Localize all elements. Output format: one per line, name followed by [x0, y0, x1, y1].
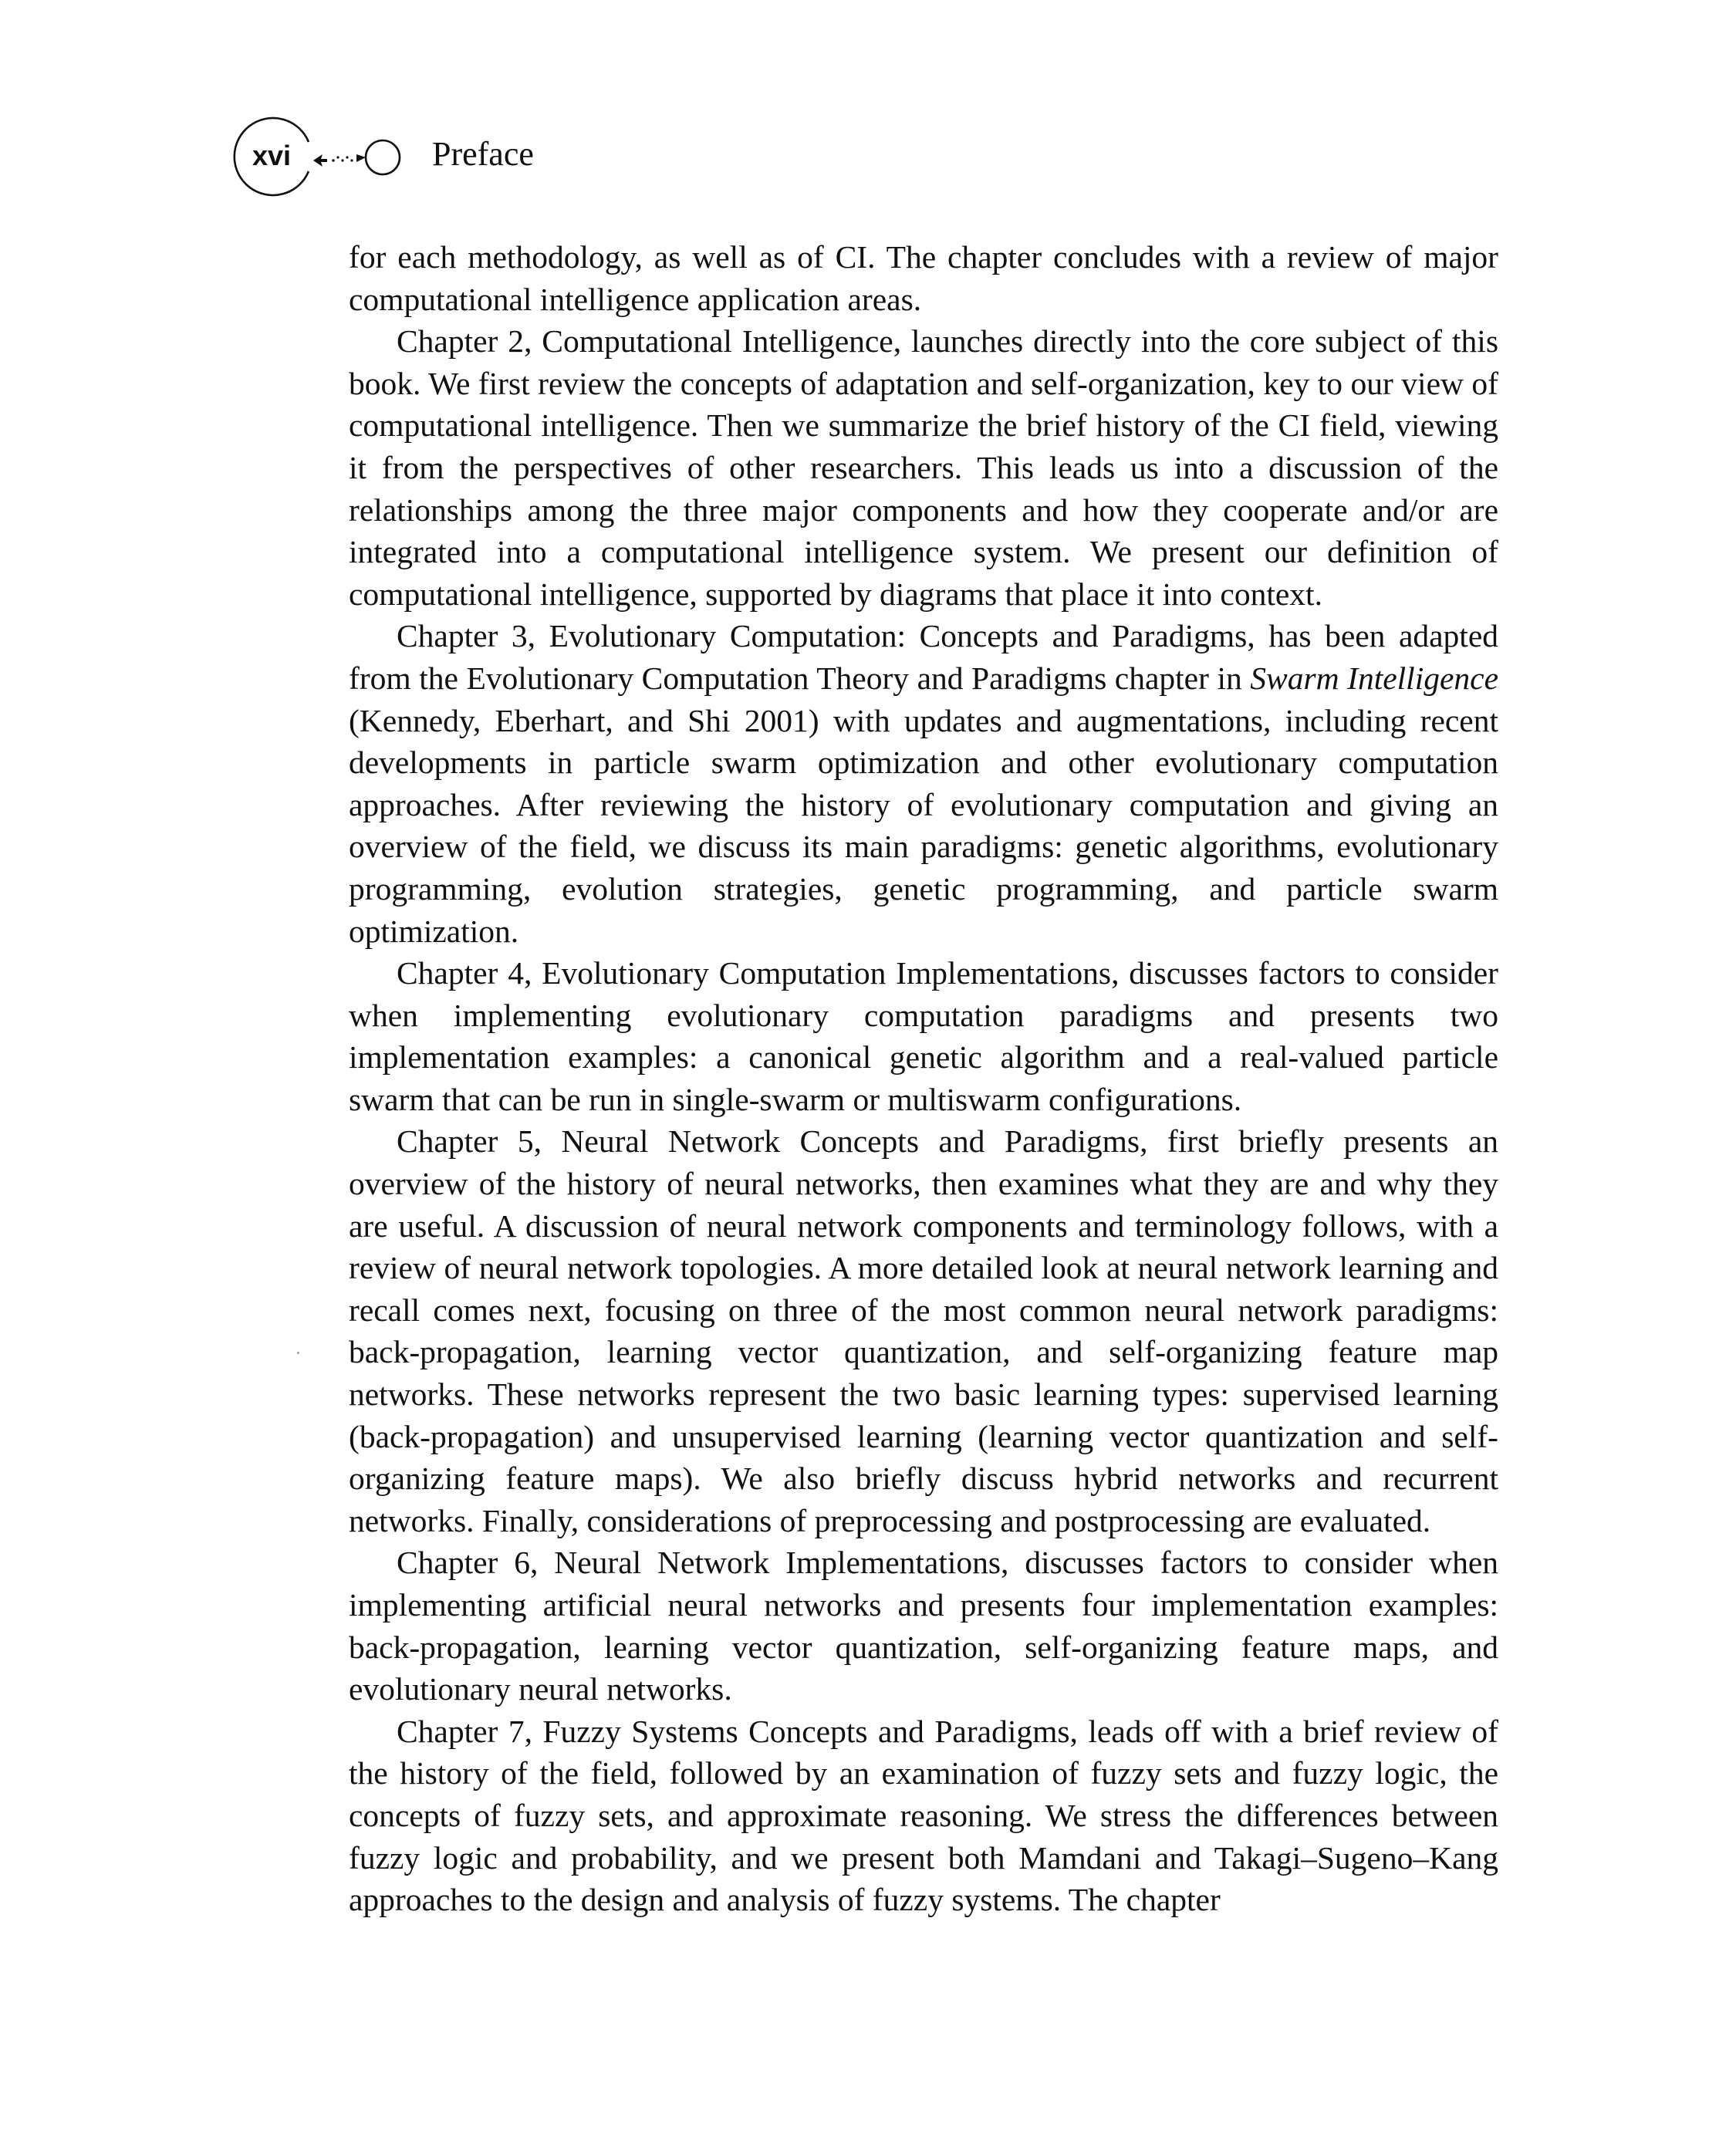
scan-speck [297, 1352, 299, 1354]
paragraph [349, 952, 1498, 1120]
paragraph-text: for each methodology, as well as of CI. The chapter concludes with a review of major computational intelligence application areas. [349, 239, 1498, 317]
paragraph-text: (Kennedy, Eberhart, and Shi 2001) with updates and augmentations, including recent developments in particle swarm optimization and other evolutionary computation approaches. After reviewing the history of evolutionary computation and giving an overview of the field, we discuss its main paradigms: genetic algorithms, evolutionary programming, evolution strategies, genetic programming, and particle swarm optimization. [349, 702, 1498, 949]
paragraph-text: Chapter 2, Computational Intelligence, launches directly into the core subject of this book. We first review the concepts of adaptation and self-organization, key to our view of computational intelligence. Then we summarize the brief history of the CI field, viewing it from the perspectives of other researchers. This leads us into a discussion of the relationships among the three major components and how they cooperate and/or are integrated into a computational intelligence system. We present our definition of computational intelligence, supported by diagrams that place it into context. [349, 323, 1498, 612]
paragraph-text: Chapter 6, Neural Network Implementations, discusses factors to consider when implementing artificial neural networks and presents four implementation examples: back-propagation, learning vector quantization, self-organizing feature maps, and evolutionary neural networks. [349, 1545, 1498, 1707]
paragraph [349, 615, 1498, 952]
paragraph [349, 1120, 1498, 1542]
paragraph [349, 1710, 1498, 1921]
running-head [228, 116, 614, 208]
paragraph-text: Chapter 7, Fuzzy Systems Concepts and Paradigms, leads off with a brief review of the history of the field, followed by an examination of fuzzy sets and fuzzy logic, the concepts of fuzzy sets, and approximate reasoning. We stress the differences between fuzzy logic and probability, and we present both Mamdani and Takagi–Sugeno–Kang approaches to the design and analysis of fuzzy systems. The chapter [349, 1713, 1498, 1918]
paragraph [349, 320, 1498, 615]
paragraph-text: Chapter 5, Neural Network Concepts and Paradigms, first briefly presents an overview of the history of neural networks, then examines what they are and why they are useful. A discussion of neural network components and terminology follows, with a review of neural network topologies. A more detailed look at neural network learning and recall comes next, focusing on three of the most common neural network paradigms: back-propagation, learning vector quantization, and self-organizing feature map networks. These networks represent the two basic learning types: supervised learning (back-propagation) and unsupervised learning (learning vector quantization and self-organizing feature maps). We also briefly discuss hybrid networks and recurrent networks. Finally, considerations of preprocessing and postprocessing are evaluated. [349, 1123, 1498, 1538]
body-text [349, 236, 1498, 1921]
paragraph-text: Chapter 4, Evolutionary Computation Implementations, discusses factors to consider when implementing evolutionary computation paradigms and presents two implementation examples: a canonical genetic algorithm and a real-valued particle swarm that can be run in single-swarm or multiswarm configurations. [349, 955, 1498, 1117]
book-title-italic: Swarm Intelligence [1250, 660, 1498, 696]
paragraph [349, 1542, 1498, 1710]
page-number: xvi [252, 140, 292, 171]
paragraph-text: Chapter 3, Evolutionary Computation: Concepts and Paradigms, has been adapted from the Evolutionary Computation Theory and Paradigms chapter in [349, 618, 1498, 696]
running-title: Preface [432, 135, 534, 173]
paragraph [349, 236, 1498, 320]
